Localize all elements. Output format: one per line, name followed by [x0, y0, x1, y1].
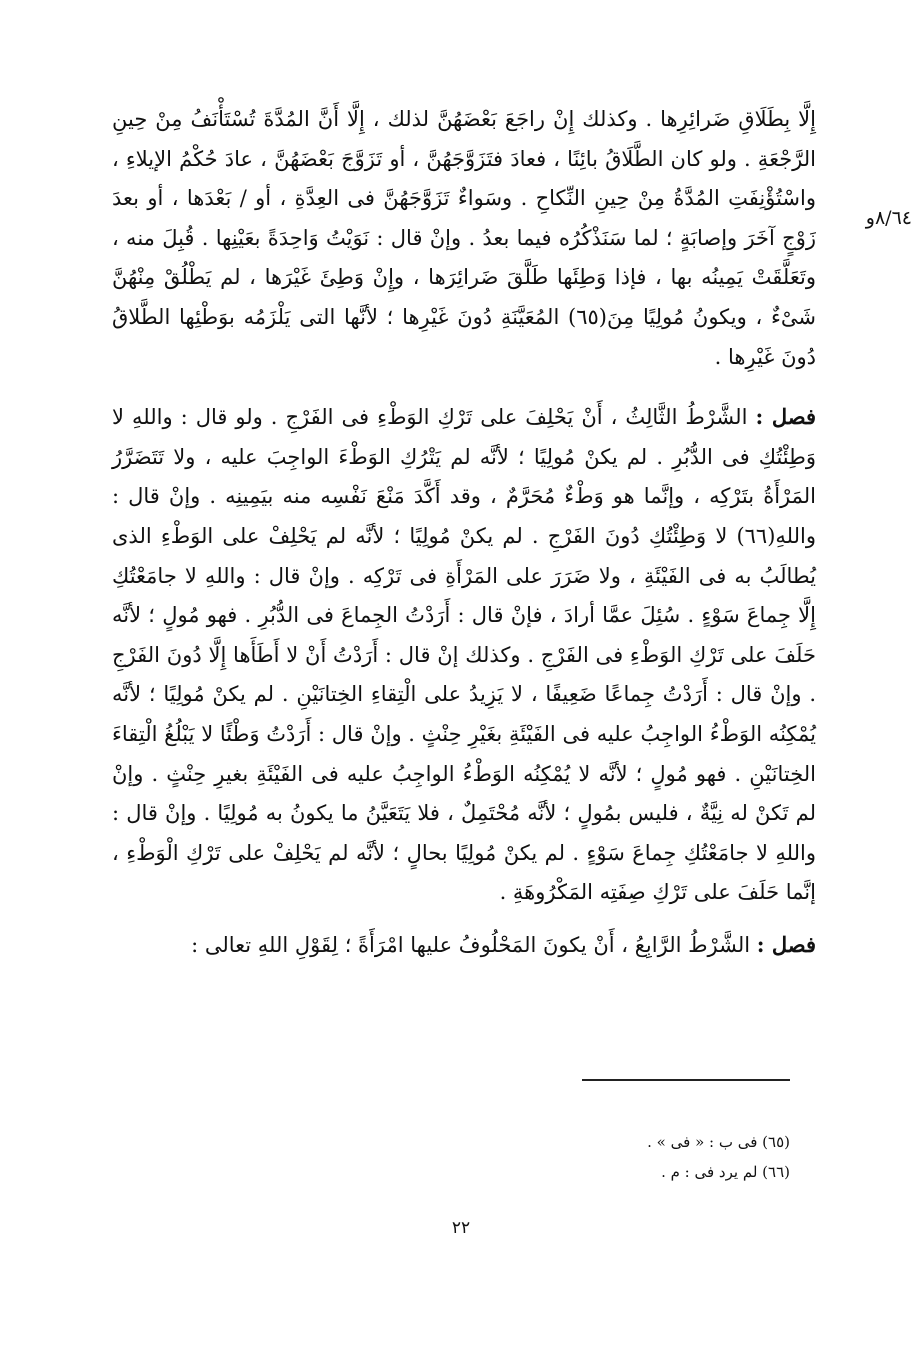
paragraph-2: [112, 397, 816, 913]
paragraph-2-text: الشَّرْطُ الثَّالِثُ ، أَنْ يَحْلِفَ على تَرْكِ الوَطْءِ فى الفَرْجِ . ولو قال : واللهِ لا وَطِئْتُكِ فى الدُّبُرِ . لم يكنْ مُولِيًا ؛ لأنَّه لم يَتْرُكِ الوَطْءَ الواجِبَ عليه ، ولا تَتَضَرَّرُ المَرْأَةُ بتَرْكِه ، وإنَّما هو وَطْءٌ مُحَرَّمٌ ، وقد أَكَّدَ مَنْعَ نَفْسِه منه بيَمِينِه . وإنْ قال : واللهِ(٦٦) لا وَطِئْتُكِ دُونَ الفَرْجِ . لم يكنْ مُولِيًا ؛ لأنَّه لم يَحْلِفْ على الوَطْءِ الذى يُطالَبُ به فى الفَيْئَةِ ، ولا ضَرَرَ على المَرْأَةِ فى تَرْكِه . وإنْ قال : واللهِ لا جامَعْتُكِ إِلَّا جِماعَ سَوْءٍ . سُئِلَ عمَّا أرادَ ، فإنْ قال : أَرَدْتُ الجِماعَ فى الدُّبُرِ . فهو مُولٍ ؛ لأنَّه حَلَفَ على تَرْكِ الوَطْءِ فى الفَرْجِ . وكذلك إنْ قال : أَرَدْتُ أَنْ لا أَطَأَها إِلَّا دُونَ الفَرْجِ . وإنْ قال : أَرَدْتُ جِماعًا ضَعِيفًا ، لا يَزِيدُ على الْتِقاءِ الخِتانَيْنِ . لم يكنْ مُولِيًا ؛ لأنَّه يُمْكِنُه الوَطْءُ الواجِبُ عليه فى الفَيْئَةِ بغَيْرِ حِنْثٍ . وإنْ قال : أَرَدْتُ وَطْئًا لا يَبْلُغُ الْتِقاءَ الخِتانَيْنِ . فهو مُولٍ ؛ لأنَّه لا يُمْكِنُه الوَطْءُ الواجِبُ عليه فى الفَيْئَةِ بغيرِ حِنْثٍ . وإنْ لم تَكنْ له نِيَّةٌ ، فليس بمُولٍ ؛ لأنَّه مُحْتَمِلٌ ، فلا يَتَعَيَّنُ ما يكونُ به مُولِيًا . وإنْ قال : واللهِ لا جامَعْتُكِ جِماعَ سَوْءٍ . لم يكنْ مُولِيًا بحالٍ ؛ لأنَّه لم يَحْلِفْ على تَرْكِ الْوَطْءِ ، إنَّما حَلَفَ على تَرْكِ صِفَتِه المَكْرُوهَةِ .: [112, 405, 816, 905]
paragraph-1-text: إِلَّا بِطَلَاقِ ضَرائِرِها . وكذلك إِنْ راجَعَ بَعْضَهُنَّ لذلك ، إِلَّا أَنَّ المُدَّةَ تُسْتَأْنَفُ مِنْ حِينِ الرَّجْعَةِ . ولو كان الطَّلَاقُ بائِنًا ، فعادَ فتَزَوَّجَهُنَّ ، أو تَزَوَّجَ بَعْضَهُنَّ ، عادَ حُكْمُ الإيلاءِ ، واسْتُؤْنِفَتِ المُدَّةُ مِنْ حِينِ النِّكاحِ . وسَواءٌ تَزَوَّجَهُنَّ فى العِدَّةِ ، أو / بَعْدَها ، أو بعدَ زَوْجٍ آخَرَ وإصابَةٍ ؛ لما سَنَذْكُرُه فيما بعدُ . وإنْ قال : نَوَيْتُ وَاحِدَةً بعَيْنِها . قُبِلَ منه ، وتَعَلَّقَتْ يَمِينُه بها ، فإذا وَطِئَها طَلَّقَ ضَرائِرَها ، وإِنْ وَطِئَ غَيْرَها ، لم يَطْلُقْ مِنْهُنَّ شَىْءٌ ، ويكونُ مُولِيًا مِنَ(٦٥) المُعَيَّنَةِ دُونَ غَيْرِها ؛ لأنَّها التى يَلْزَمُه بوَطْئِها الطَّلاقُ دُونَ غَيْرِها .: [112, 107, 816, 369]
footnotes: [400, 1127, 790, 1187]
paragraph-3-text: الشَّرْطُ الرَّابِعُ ، أَنْ يكونَ المَحْلُوفُ عليها امْرَأَةً ؛ لِقَوْلِ اللهِ تعالى :: [191, 932, 751, 957]
main-text: [112, 100, 816, 965]
footnote-65: (٦٥) فى ب : « فى » .: [647, 1133, 790, 1151]
section-label: فصل :: [756, 931, 816, 957]
margin-folio-reference: ٨/٦٤و: [865, 207, 912, 229]
page-number: ٢٢: [451, 1218, 471, 1238]
footnote-separator: [582, 1079, 790, 1081]
section-label: فصل :: [755, 404, 816, 430]
paragraph-1: [112, 100, 816, 377]
footnote-66: (٦٦) لم يرد فى : م .: [661, 1163, 790, 1181]
paragraph-3: [112, 925, 816, 966]
